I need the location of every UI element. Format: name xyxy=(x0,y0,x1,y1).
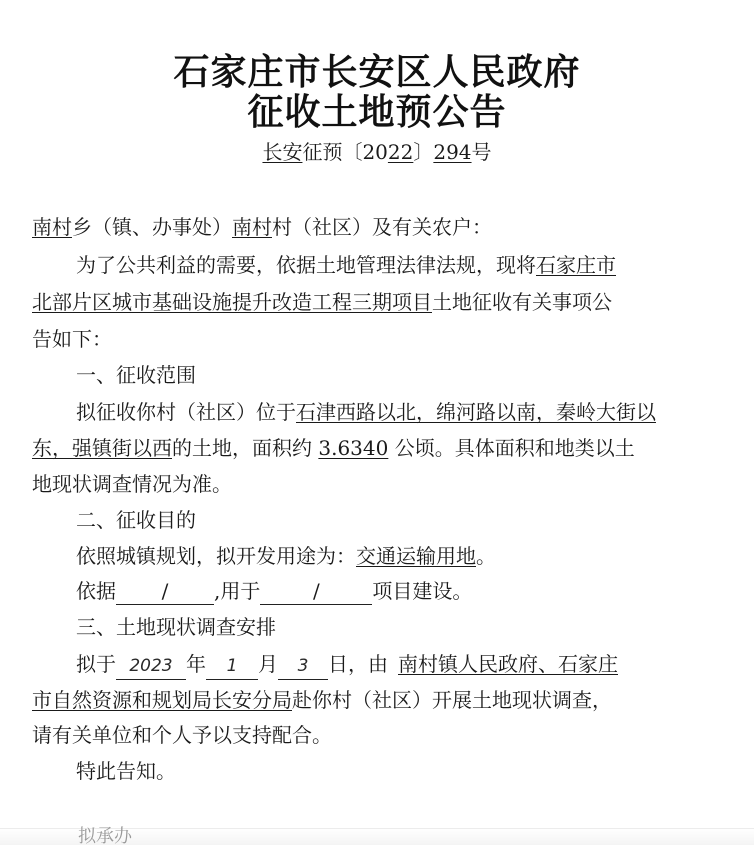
survey-year: 2023 xyxy=(116,655,186,680)
section2-period: 。 xyxy=(476,544,496,568)
doc-number-bracket: 〕 xyxy=(413,140,434,164)
survey-day: 3 xyxy=(278,655,328,680)
section1-text-2: 的土地，面积约 xyxy=(172,436,312,460)
survey-org-b: 市自然资源和规划局长安分局 xyxy=(32,688,292,712)
title-line-1: 石家庄市长安区人民政府 xyxy=(173,51,581,93)
for-label: ,用于 xyxy=(214,579,261,603)
section1-line-3: 地现状调查情况为准。 xyxy=(32,472,232,496)
section3-line-2 xyxy=(32,685,612,715)
addressee-line xyxy=(32,212,492,242)
intro-line-3: 告如下： xyxy=(32,327,112,351)
section3-heading: 三、土地现状调查安排 xyxy=(76,615,276,639)
addressee-text-1: 乡（镇、办事处） xyxy=(72,215,232,239)
section1-line-2 xyxy=(32,433,635,463)
survey-month: 1 xyxy=(206,655,258,680)
section2-use: 交通运输用地 xyxy=(356,544,476,568)
doc-number-suffix: 号 xyxy=(471,140,492,164)
section1-location-a: 石津西路以北，绵河路以南，秦岭大街以 xyxy=(296,400,656,424)
section2-text-1: 依照城镇规划，拟开发用途为： xyxy=(76,544,356,568)
section2-line-2 xyxy=(76,576,472,606)
section1-line-1 xyxy=(76,397,656,427)
footer-partial-text: 拟承办 xyxy=(78,826,132,847)
addressee-village: 南村 xyxy=(232,215,272,239)
basis-label: 依据 xyxy=(76,579,116,603)
intro-project-a: 石家庄市 xyxy=(536,253,616,277)
survey-org-a: 南村镇人民政府、石家庄 xyxy=(398,652,618,676)
document-number xyxy=(0,136,754,165)
day-label: 日，由 xyxy=(328,652,388,676)
section1-heading: 一、征收范围 xyxy=(76,363,196,387)
intro-project-b: 北部片区城市基础设施提升改造工程三期项目 xyxy=(32,290,432,314)
intro-line-1 xyxy=(76,250,616,280)
section1-text-3: 公顷。具体面积和地类以土 xyxy=(394,436,635,460)
intro-line-2 xyxy=(32,287,612,317)
addressee-text-2: 村（社区）及有关农户： xyxy=(272,215,492,239)
closing-text: 特此告知。 xyxy=(76,759,176,783)
doc-number-prefix: 征预〔20 xyxy=(302,140,388,164)
intro-text-1: 为了公共利益的需要，依据土地管理法律法规，现将 xyxy=(76,253,536,277)
basis-blank: / xyxy=(116,580,214,605)
addressee-township: 南村 xyxy=(32,215,72,239)
section3-line-1 xyxy=(76,649,618,680)
doc-number-year: 22 xyxy=(387,140,414,164)
section3-text-2: 赴你村（社区）开展土地现状调查， xyxy=(292,688,612,712)
doc-number-serial: 294 xyxy=(433,140,472,164)
section1-text-1: 拟征收你村（社区）位于 xyxy=(76,400,296,424)
month-label: 月 xyxy=(258,652,278,676)
for-blank: / xyxy=(260,580,372,605)
section1-area: 3.6340 xyxy=(318,436,389,460)
doc-number-issuer: 长安 xyxy=(262,140,303,164)
section3-line-3: 请有关单位和个人予以支持配合。 xyxy=(32,723,332,747)
intro-text-2: 土地征收有关事项公 xyxy=(432,290,612,314)
section3-text-1: 拟于 xyxy=(76,652,116,676)
project-label: 项目建设。 xyxy=(372,579,473,603)
title-line-2: 征收土地预公告 xyxy=(247,91,507,133)
section1-location-b: 东，强镇街以西 xyxy=(32,436,172,460)
year-label: 年 xyxy=(186,652,206,676)
section2-line-1 xyxy=(76,541,496,571)
section2-heading: 二、征收目的 xyxy=(76,508,196,532)
